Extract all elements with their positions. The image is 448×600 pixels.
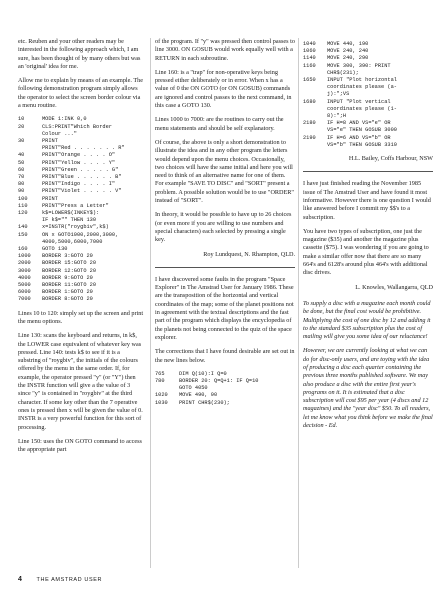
code-text: PRINT bbox=[42, 137, 58, 144]
letter-paragraph: I have just finished reading the November 1985 issue of The Amstrad User and have found it most informative. However there is one question I would like answered before I commit my $$'s to a subscription. bbox=[303, 180, 431, 221]
code-text: PRINT"Blue . . . . . . B" bbox=[42, 174, 122, 180]
code-line bbox=[18, 196, 144, 203]
code-line bbox=[18, 232, 144, 239]
code-line bbox=[18, 289, 144, 296]
code-text: BORDER 1:GOTO 20 bbox=[42, 289, 93, 296]
letter-divider bbox=[155, 267, 295, 268]
code-line bbox=[303, 120, 433, 127]
code-line bbox=[18, 203, 144, 210]
letter-paragraph: Line 130: scans the keyboard and returns, in k$, the LOWER case equivalent of whatever key was pressed. Line 140: tests k$ to see if it is a substring of "roygbiv", the initials of the colours offered by the menu in the same order. If, for example, the operator pressed "y" (or "Y") then the INSTR function will give a the value of 3 since "y" is contained in "roygbiv" at the third character. If some key other than the 7 operative ones is pressed then x will be given the value of 0. INSTR is a very powerful function for this sort of processing. bbox=[18, 332, 143, 431]
code-text: MOVE 240, 290 bbox=[327, 55, 369, 62]
code-line bbox=[18, 124, 144, 131]
code-line bbox=[18, 275, 144, 282]
basic-code-listing bbox=[303, 41, 433, 149]
letter-signature: Roy Lundquest, N. Rhampton, QLD. bbox=[203, 250, 295, 258]
line-number: 1140 bbox=[303, 55, 316, 62]
letter-paragraph: Allow me to explain by means of an example. The following demonstration program simply allows the operator to select the screen border colour via a menu routine. bbox=[18, 77, 143, 110]
code-line bbox=[18, 152, 144, 159]
code-text: CLS:PRINT"Which Border bbox=[42, 123, 112, 130]
code-line bbox=[18, 217, 144, 224]
line-number: 70 bbox=[18, 174, 25, 180]
line-number: 1680 bbox=[303, 98, 316, 105]
letter-paragraph: I have discovered some faults in the program "Space Explorer" in The Amstrad User for January 1986. These are the transposition of the horizontal and vertical coordinates of the map; some of the planet positions not in agreement with the textual descriptions and the fast part of the program which displays the encyclopedia of the planets not being connected to the quiz of the space explorer. bbox=[155, 275, 294, 341]
line-number: 7000 bbox=[18, 296, 31, 303]
line-number: 1160 bbox=[303, 62, 316, 69]
letter-paragraph: Line 160: is a "trap" for non-operative keys being pressed either deliberately or in error. When x has a value of 0 the ON GOTO (or ON GOSUB) commands are ignored and control passes to the next command, in this case a GOTO 130. bbox=[155, 68, 292, 110]
code-line bbox=[18, 181, 144, 188]
line-number: 6000 bbox=[18, 289, 31, 296]
code-text: INPUT "Plot horizontal bbox=[327, 77, 397, 84]
code-line bbox=[18, 174, 144, 181]
code-line bbox=[155, 400, 295, 407]
line-number: 150 bbox=[18, 231, 28, 238]
code-text: IF k$="" THEN 130 bbox=[42, 217, 97, 224]
code-line bbox=[155, 392, 295, 399]
line-number: 30 bbox=[18, 137, 25, 144]
code-line bbox=[303, 84, 433, 91]
code-line bbox=[18, 138, 144, 145]
code-line bbox=[18, 246, 144, 253]
code-text: MOVE 490, 90 bbox=[179, 392, 218, 399]
line-number: 765 bbox=[155, 370, 165, 377]
code-text: PRINT"Press a Letter" bbox=[42, 202, 109, 209]
code-line bbox=[18, 145, 144, 152]
code-text: BORDER 3:GOTO 20 bbox=[42, 253, 93, 260]
letter-paragraph: Lines 1000 to 7000: are the routines to carry out the menu statements and should be self explanatory. bbox=[155, 116, 284, 132]
letter-paragraph: Lines 10 to 120: simply set up the screen and print the menu options. bbox=[18, 309, 144, 325]
code-text: PRINT"Green . . . . . G" bbox=[42, 166, 119, 173]
line-number: 110 bbox=[18, 202, 28, 209]
column-2 bbox=[155, 38, 295, 413]
code-text: BORDER 9:GOTO 20 bbox=[42, 274, 93, 281]
code-line bbox=[303, 91, 433, 98]
code-text: MOVE 300, 390: PRINT bbox=[327, 62, 391, 69]
code-text: VS="e" THEN GOSUB 3000 bbox=[327, 127, 397, 134]
code-text: ON x GOTO1000,2000,3000, bbox=[42, 231, 119, 238]
letter-paragraph: Line 150: uses the ON GOTO command to access the appropriate part bbox=[18, 437, 142, 454]
code-text: BORDER 12:GOTO 20 bbox=[42, 267, 97, 274]
line-number: 3000 bbox=[18, 267, 31, 274]
code-text: VS="b" THEN GOSUB 3310 bbox=[327, 141, 397, 148]
basic-code-listing bbox=[18, 116, 144, 303]
code-line bbox=[18, 116, 144, 123]
line-number: 1030 bbox=[155, 399, 168, 406]
code-line bbox=[18, 224, 144, 231]
code-text: MOVE 240, 240 bbox=[327, 48, 369, 55]
code-line bbox=[303, 142, 433, 149]
page-number: 4 bbox=[18, 576, 23, 583]
letter-signature: H.L. Bailey, Coffs Harbour, NSW bbox=[348, 155, 433, 163]
line-number: 100 bbox=[18, 195, 28, 202]
letter-paragraph: You have two types of subscription, one just the magazine ($35) and another the magazine plus cassette ($75). I was wondering if you are going to make a similar offer now that there are so many 664's and 6128's around plus 464's with additional disc drives. bbox=[303, 227, 429, 277]
letter-paragraph: of the program. If "y" was pressed then control passes to line 3000. ON GOSUB would work equally well with a RETURN in each subroutine. bbox=[155, 38, 295, 62]
code-text: coordinates please (1- bbox=[327, 105, 397, 112]
code-text: IF H=8 AND VS="e" OR bbox=[327, 120, 391, 127]
code-text: 8):";H bbox=[327, 113, 347, 120]
magazine-title: THE AMSTRAD USER bbox=[36, 577, 103, 583]
line-number: 2180 bbox=[303, 120, 316, 127]
code-text: DIM Q(10):I Q=0 bbox=[179, 370, 227, 377]
code-line bbox=[303, 70, 433, 77]
code-line bbox=[18, 167, 144, 174]
column-divider bbox=[298, 38, 299, 568]
code-text: PRINT"Yellow . . . . Y" bbox=[42, 159, 116, 166]
code-line bbox=[303, 63, 433, 70]
letter-paragraph: etc. Reuben and your other readers may be interested in the following approach which, I am sure, has been thought of by many others but was an 'original' idea for me. bbox=[18, 38, 141, 70]
code-line bbox=[303, 106, 433, 113]
code-text: k$=LOWER$(INKEY$): bbox=[42, 210, 100, 217]
code-line bbox=[303, 127, 433, 134]
code-line bbox=[18, 296, 144, 303]
line-number: 140 bbox=[18, 224, 28, 231]
page-footer bbox=[18, 576, 102, 583]
line-number: 4000 bbox=[18, 274, 31, 281]
line-number: 2190 bbox=[303, 134, 316, 141]
line-number: 1060 bbox=[303, 48, 316, 55]
line-number: 60 bbox=[18, 166, 25, 173]
code-line bbox=[303, 41, 433, 48]
line-number: 10 bbox=[18, 116, 25, 123]
line-number: 50 bbox=[18, 159, 25, 166]
code-text: PRINT"Indigo . . . . I" bbox=[42, 181, 116, 188]
code-text: CHR$(231); bbox=[327, 69, 359, 76]
code-text: MOVE 440, 190 bbox=[327, 41, 369, 47]
letter-paragraph: Of course, the above is only a short demonstration to illustrate the idea and in any other program the letters would depend upon the menu choices. Occasionally, two choices will have the same initial and here you will need to think of an alternative name for one of them. For example "SAVE TO DISC" and "SORT" present a problem. A possible solution would be to use "ORDER" instead of "SORT". bbox=[155, 138, 294, 205]
code-line bbox=[303, 48, 433, 55]
code-text: 4000,5000,6000,7000 bbox=[42, 238, 103, 245]
code-line bbox=[303, 135, 433, 142]
editor-reply: However, we are currently looking at what we can do for disc-only users, and are toying with the idea of producing a disc each quarter containing the previous three months published software. We may also produce a disc with the entire first year's programs on it. It is estimated that a disc subscription will cost $95 per year (4 discs and 12 magazines) and the "year disc" $50. To all readers, let me know what you think before we make the final decision - Ed. bbox=[303, 347, 433, 430]
code-text: GOTO 4050 bbox=[179, 385, 208, 392]
column-divider bbox=[150, 38, 151, 568]
code-line bbox=[303, 77, 433, 84]
column-3 bbox=[303, 38, 433, 436]
code-line bbox=[18, 282, 144, 289]
code-text: j):";VS bbox=[327, 91, 350, 98]
code-text: PRINT bbox=[42, 195, 58, 202]
letter-paragraph: The corrections that I have found desirable are set out in the new lines below. bbox=[155, 348, 295, 364]
code-line bbox=[18, 210, 144, 217]
code-line bbox=[155, 371, 295, 378]
editor-reply: To supply a disc with a magazine each month could be done, but the final cost would be prohibitive. Multiplying the cost of one disc by 12 and adding it to the standard $35 subscription plus the cost of mailing will give you some idea of our reluctance! bbox=[303, 299, 431, 341]
letter-divider bbox=[303, 171, 433, 172]
code-text: INPUT "Plot vertical bbox=[327, 98, 391, 105]
code-text: BORDER 20: Q=Q+1: IF Q=10 bbox=[179, 378, 259, 384]
code-line bbox=[18, 239, 144, 246]
code-line bbox=[18, 260, 144, 267]
code-line bbox=[18, 268, 144, 275]
code-text: GOTO 130 bbox=[42, 246, 68, 253]
code-text: PRINT"Orange . . . . O" bbox=[42, 152, 116, 159]
line-number: 1000 bbox=[18, 253, 31, 260]
code-line bbox=[303, 113, 433, 120]
line-number: 160 bbox=[18, 246, 28, 253]
basic-code-listing bbox=[155, 371, 295, 407]
code-text: coordinates please (a- bbox=[327, 84, 397, 91]
code-text: x=INSTR("roygbiv",k$) bbox=[42, 224, 109, 231]
line-number: 2000 bbox=[18, 260, 31, 267]
line-number: 20 bbox=[18, 123, 25, 130]
line-number: 5000 bbox=[18, 282, 31, 289]
code-line bbox=[303, 99, 433, 106]
code-line bbox=[155, 378, 295, 385]
code-line bbox=[18, 131, 144, 138]
letter-signature: L. Knowles, Wallangarra, QLD bbox=[355, 283, 433, 291]
code-line bbox=[155, 385, 295, 392]
code-text: IF H=6 AND VS="b" OR bbox=[327, 134, 391, 141]
line-number: 1040 bbox=[303, 41, 316, 47]
line-number: 1020 bbox=[155, 392, 168, 399]
code-text: MODE 1:INK 0,0 bbox=[42, 116, 87, 123]
code-text: BORDER 11:GOTO 20 bbox=[42, 282, 97, 289]
code-text: PRINT"Red . . . . . . . R" bbox=[42, 145, 125, 152]
code-text: Colour ..." bbox=[42, 130, 77, 137]
line-number: 90 bbox=[18, 188, 25, 195]
code-text: BORDER 8:GOTO 20 bbox=[42, 296, 93, 303]
code-line bbox=[18, 253, 144, 260]
column-1 bbox=[18, 38, 144, 460]
code-text: PRINT"Violet . . . . . V" bbox=[42, 188, 122, 195]
code-text: BORDER 15:GOTO 20 bbox=[42, 260, 97, 267]
line-number: 40 bbox=[18, 152, 25, 159]
code-line bbox=[18, 188, 144, 195]
line-number: 1650 bbox=[303, 77, 316, 84]
code-line bbox=[303, 55, 433, 62]
line-number: 120 bbox=[18, 210, 28, 217]
line-number: 80 bbox=[18, 181, 25, 188]
code-line bbox=[18, 160, 144, 167]
line-number: 780 bbox=[155, 378, 165, 384]
code-text: PRINT CHR$(230); bbox=[179, 399, 230, 406]
letter-paragraph: In theory, it would be possible to have up to 26 choices (or even more if you are willing to use numbers and special characters) each selected by pressing a single key. bbox=[155, 211, 292, 244]
